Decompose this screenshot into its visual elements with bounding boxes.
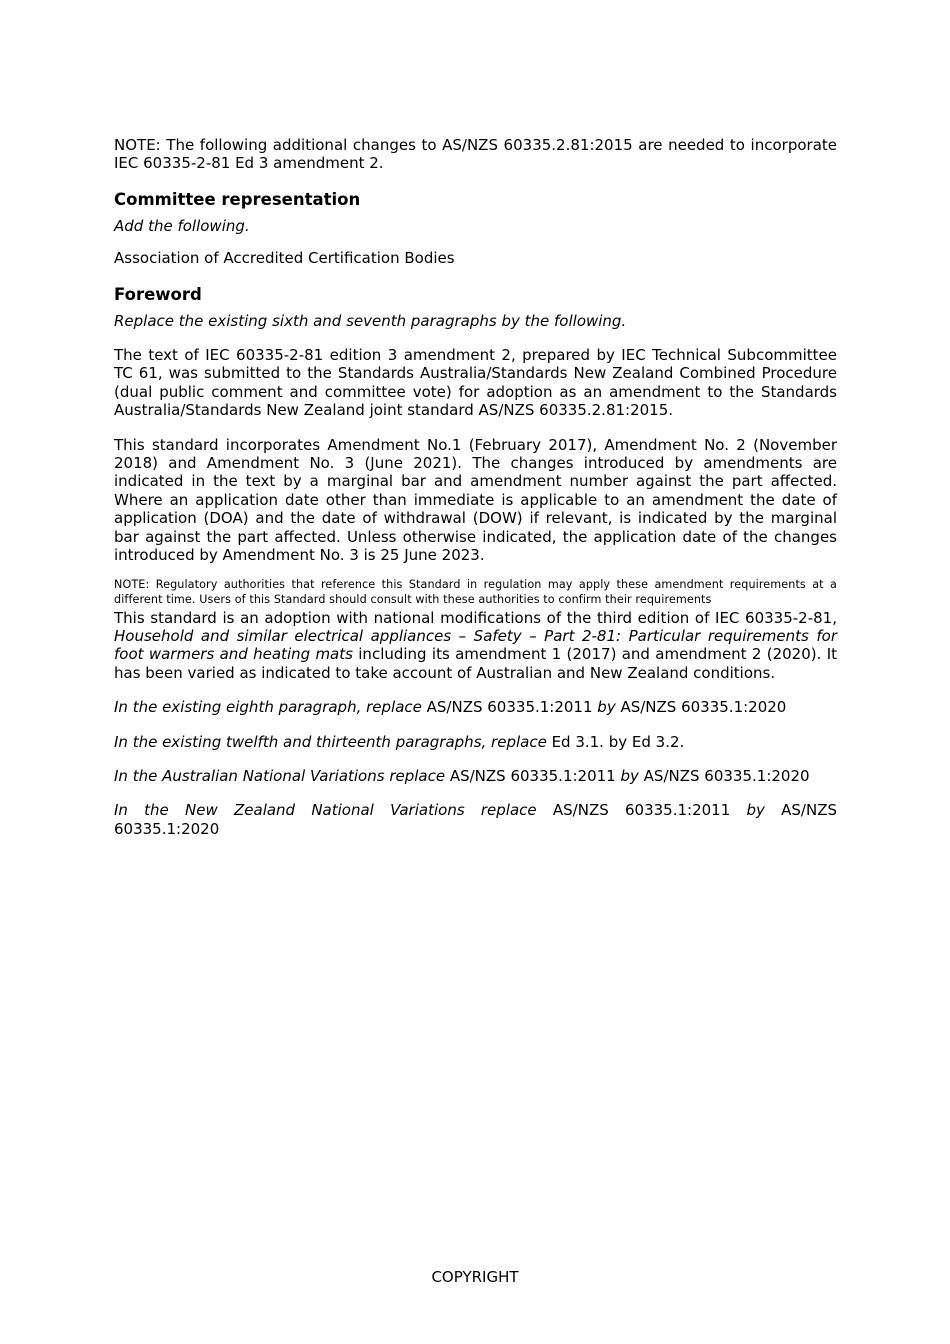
- foreword-regulatory-note: NOTE: Regulatory authorities that reference this Standard in regulation may apply these amendment requirements at a different time. Users of this Standard should consult with these authorities to confirm their requirements: [114, 577, 837, 606]
- change-lead: In the existing eighth paragraph, replace: [114, 698, 422, 717]
- change-item: [114, 801, 837, 838]
- change-by: by: [620, 766, 639, 785]
- change-new-value: AS/NZS 60335.1:2020: [615, 698, 787, 717]
- change-old-value: Ed 3.1. by Ed 3.2.: [546, 732, 685, 751]
- change-item: [114, 698, 837, 716]
- foreword-heading: Foreword: [114, 284, 202, 304]
- change-new-value: AS/NZS 60335.1:2020: [638, 766, 810, 785]
- change-by: by: [746, 801, 765, 820]
- foreword-paragraph-3: [114, 609, 837, 683]
- change-lead: In the Australian National Variations replace: [114, 766, 446, 785]
- change-lead: In the New Zealand National Variations replace: [114, 801, 537, 820]
- change-item: [114, 767, 837, 785]
- change-by: by: [597, 698, 616, 717]
- copyright-footer: COPYRIGHT: [431, 1268, 519, 1286]
- change-item: [114, 733, 837, 751]
- foreword-instruction: Replace the existing sixth and seventh paragraphs by the following.: [114, 311, 627, 330]
- standard-title: Household and similar electrical appliances – Safety – Part 2-81: Particular requirements for foot warmers and heating mats: [114, 626, 837, 664]
- foreword-paragraph-3-end: including its amendment 1 (2017) and amendment 2 (2020). It has been varied as indicated to take account of Australian and New Zealand conditions.: [114, 645, 837, 682]
- change-new-value: AS/NZS 60335.1:2020: [114, 801, 837, 838]
- foreword-paragraph-1: The text of IEC 60335-2-81 edition 3 amendment 2, prepared by IEC Technical Subcommittee TC 61, was submitted to the Standards Australia/Standards New Zealand Combined Procedure (dual public comment and committee vote) for adoption as an amendment to the Standards Australia/Standards New Zealand joint standard AS/NZS 60335.2.81:2015.: [114, 346, 837, 420]
- intro-note: NOTE: The following additional changes to AS/NZS 60335.2.81:2015 are needed to incorporate IEC 60335-2-81 Ed 3 amendment 2.: [114, 136, 837, 173]
- change-old-value: AS/NZS 60335.1:2011: [445, 766, 621, 785]
- committee-instruction: Add the following.: [114, 216, 250, 235]
- committee-heading: Committee representation: [114, 189, 361, 209]
- change-old-value: AS/NZS 60335.1:2011: [421, 698, 598, 717]
- committee-body: Association of Accredited Certification Bodies: [114, 249, 455, 268]
- foreword-paragraph-3-start: This standard is an adoption with national modifications of the third edition of IEC 60335-2-81,: [114, 608, 837, 627]
- change-lead: In the existing twelfth and thirteenth paragraphs, replace: [114, 732, 547, 751]
- foreword-paragraph-2: This standard incorporates Amendment No.1 (February 2017), Amendment No. 2 (November 2018) and Amendment No. 3 (June 2021). The changes introduced by amendments are indicated in the text by a marginal bar and amendment number against the part affected. Where an application date other than immediate is applicable to an amendment the date of application (DOA) and the date of withdrawal (DOW) if relevant, is indicated by the marginal bar against the part affected. Unless otherwise indicated, the application date of the changes introduced by Amendment No. 3 is 25 June 2023.: [114, 435, 837, 565]
- change-old-value: AS/NZS 60335.1:2011: [536, 801, 747, 820]
- document-body: [114, 136, 837, 838]
